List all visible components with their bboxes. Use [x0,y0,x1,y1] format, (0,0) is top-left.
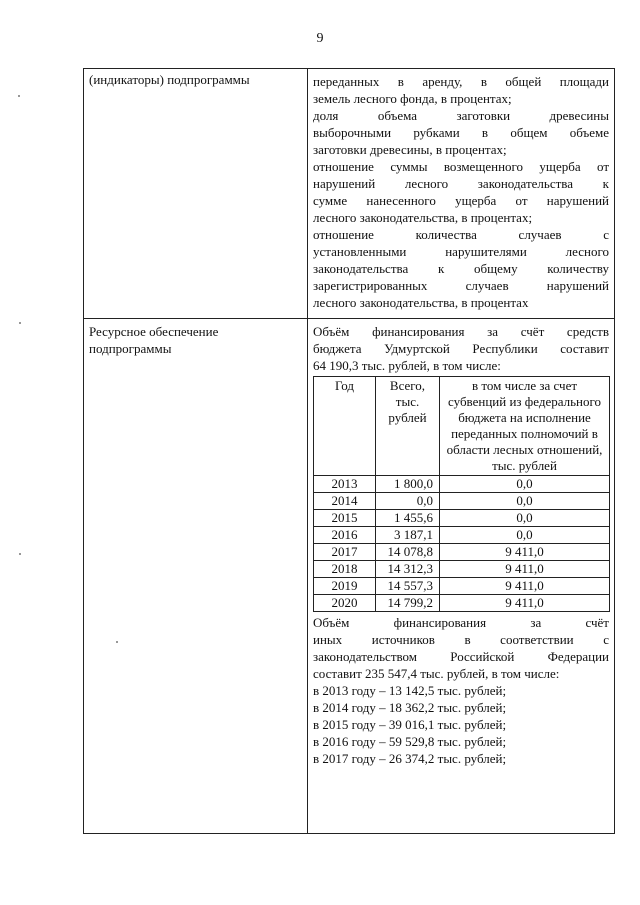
year-cell: 2013 [314,476,376,493]
resources-label-cell [84,319,308,834]
header-total: Всего, тыс. рублей [376,377,440,476]
scan-speck [19,553,21,555]
scan-speck [18,95,20,97]
text-line: зарегистрированных случаев нарушений [313,278,609,293]
page-number: 9 [316,31,324,46]
text-line: выборочными рубками в общем объеме [313,125,609,140]
year-cell: 2020 [314,595,376,612]
total-cell: 14 799,2 [376,595,440,612]
text-line: иных источников в соответствии с [313,632,609,647]
scan-speck [19,322,21,324]
text-line: Объём финансирования за счёт средств [313,324,609,339]
passport-table [83,68,615,834]
text-line: доля объема заготовки древесины [313,108,609,123]
text-line: сумме нанесенного ущерба от нарушений [313,193,609,208]
table-row [314,595,610,612]
indicators-label-cell [84,69,308,319]
text-line: в 2013 году – 13 142,5 тыс. рублей; [313,683,507,698]
total-cell: 0,0 [376,493,440,510]
text-line: законодательства к общему количеству [313,261,609,276]
text-line: отношение количества случаев с [313,227,609,242]
subsidy-cell: 9 411,0 [440,578,610,595]
total-cell: 3 187,1 [376,527,440,544]
text-line: лесного законодательства, в процентах; [313,210,533,225]
text-line: заготовки древесины, в процентах; [313,142,507,157]
total-cell: 14 312,3 [376,561,440,578]
subsidy-cell: 0,0 [440,510,610,527]
text-line: установленными нарушителями лесного [313,244,609,259]
subsidy-cell: 9 411,0 [440,595,610,612]
text-line: Объём финансирования за счёт [313,615,609,630]
text-line: в 2014 году – 18 362,2 тыс. рублей; [313,700,507,715]
subsidy-cell: 0,0 [440,476,610,493]
table-row [314,561,610,578]
year-cell: 2015 [314,510,376,527]
text-line: в 2015 году – 39 016,1 тыс. рублей; [313,717,507,732]
text-line: в 2016 году – 59 529,8 тыс. рублей; [313,734,507,749]
resources-row [84,319,615,834]
resources-text-cell [308,319,615,834]
text-line: составит 235 547,4 тыс. рублей, в том числе: [313,666,560,681]
subsidy-cell: 0,0 [440,527,610,544]
financing-header-row [314,377,610,476]
year-cell: 2018 [314,561,376,578]
header-year: Год [314,377,376,476]
year-cell: 2019 [314,578,376,595]
table-row [314,493,610,510]
year-cell: 2014 [314,493,376,510]
total-cell: 1 800,0 [376,476,440,493]
subsidy-cell: 9 411,0 [440,561,610,578]
table-row [314,578,610,595]
subsidy-cell: 9 411,0 [440,544,610,561]
resources-label: Ресурсное обеспечение подпрограммы [89,324,219,356]
table-row [314,544,610,561]
text-line: бюджета Удмуртской Республики составит [313,341,609,356]
indicators-row [84,69,615,319]
table-row [314,476,610,493]
financing-table [313,376,610,612]
text-line: в 2017 году – 26 374,2 тыс. рублей; [313,751,507,766]
indicators-text-cell [308,69,615,319]
text-line: переданных в аренду, в общей площади [313,74,609,89]
text-line: законодательством Российской Федерации [313,649,609,664]
total-cell: 1 455,6 [376,510,440,527]
text-line: отношение суммы возмещенного ущерба от [313,159,609,174]
subsidy-cell: 0,0 [440,493,610,510]
table-row [314,510,610,527]
indicators-label: (индикаторы) подпрограммы [89,72,250,87]
table-row [314,527,610,544]
total-cell: 14 557,3 [376,578,440,595]
year-cell: 2017 [314,544,376,561]
total-cell: 14 078,8 [376,544,440,561]
text-line: лесного законодательства, в процентах [313,295,529,310]
text-line: 64 190,3 тыс. рублей, в том числе: [313,358,501,373]
header-subsidy: в том числе за счет субвенций из федерального бюджета на исполнение переданных полномочий в области лесных отношений, тыс. рублей [440,377,610,476]
text-line: нарушений лесного законодательства к [313,176,609,191]
text-line: земель лесного фонда, в процентах; [313,91,512,106]
year-cell: 2016 [314,527,376,544]
